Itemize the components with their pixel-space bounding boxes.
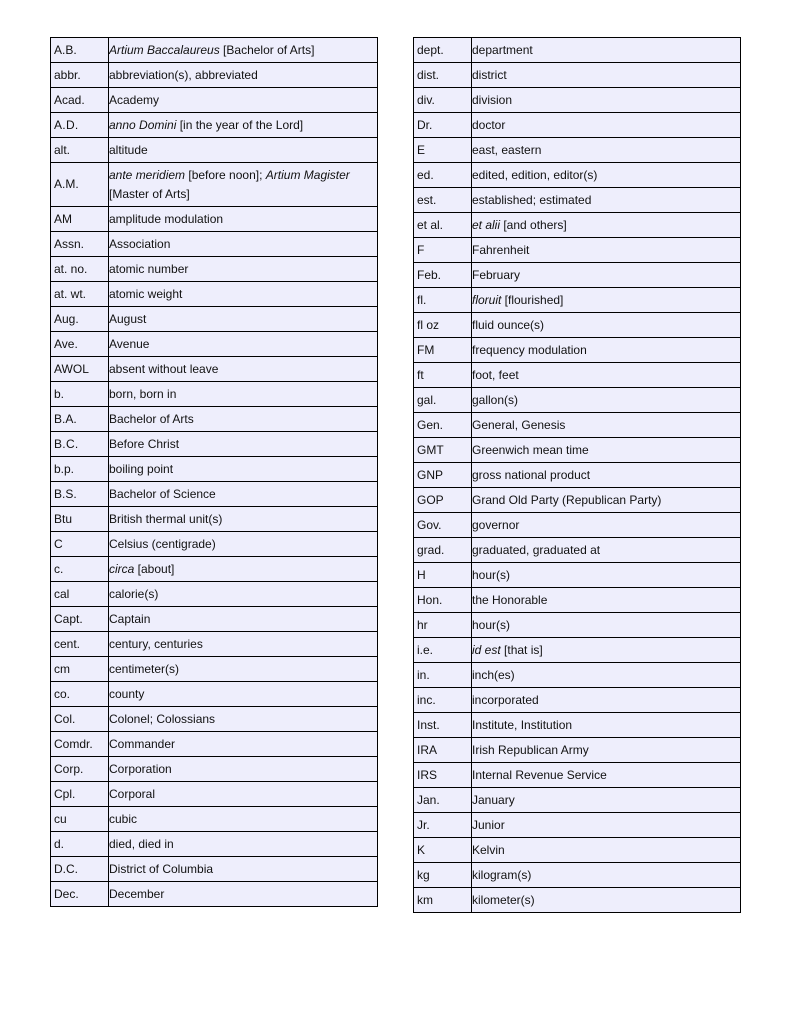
- abbreviation-cell: d.: [51, 832, 109, 857]
- definition-text: doctor: [472, 117, 506, 132]
- definition-text: incorporated: [472, 692, 539, 707]
- definition-text: Bachelor of Arts: [109, 411, 194, 426]
- table-row: [414, 63, 741, 88]
- definition-text: December: [109, 886, 165, 901]
- definition-text: January: [472, 792, 515, 807]
- definition-cell: [109, 882, 378, 907]
- definition-text: frequency modulation: [472, 342, 587, 357]
- definition-text: atomic number: [109, 261, 189, 276]
- table-row: [414, 413, 741, 438]
- definition-text: Greenwich mean time: [472, 442, 589, 457]
- definition-cell: [472, 413, 741, 438]
- abbreviation-table-left: [50, 37, 378, 907]
- definition-text: governor: [472, 517, 520, 532]
- abbreviation-cell: C: [51, 532, 109, 557]
- abbreviation-cell: cm: [51, 657, 109, 682]
- definition-cell: [472, 888, 741, 913]
- definition-text: died, died in: [109, 836, 174, 851]
- table-row: [414, 163, 741, 188]
- definition-cell: [109, 557, 378, 582]
- abbreviation-cell: F: [414, 238, 472, 263]
- table-row: [414, 288, 741, 313]
- abbreviation-cell: A.D.: [51, 113, 109, 138]
- definition-latin-text: anno Domini: [109, 117, 177, 132]
- definition-cell: [109, 507, 378, 532]
- definition-text: General, Genesis: [472, 417, 566, 432]
- abbreviation-cell: D.C.: [51, 857, 109, 882]
- definition-text: department: [472, 42, 533, 57]
- table-row: [51, 63, 378, 88]
- definition-text: [that is]: [500, 642, 543, 657]
- definition-text: the Honorable: [472, 592, 548, 607]
- definition-text: Academy: [109, 92, 160, 107]
- table-row: [414, 363, 741, 388]
- abbreviation-cell: H: [414, 563, 472, 588]
- definition-cell: [472, 238, 741, 263]
- abbreviation-cell: IRA: [414, 738, 472, 763]
- abbreviation-cell: Comdr.: [51, 732, 109, 757]
- definition-text: kilometer(s): [472, 892, 535, 907]
- table-row: [51, 163, 378, 207]
- table-row: [51, 432, 378, 457]
- table-row: [51, 282, 378, 307]
- abbreviation-cell: Dr.: [414, 113, 472, 138]
- table-row: [51, 307, 378, 332]
- definition-text: Corporal: [109, 786, 156, 801]
- definition-text: Celsius (centigrade): [109, 536, 216, 551]
- table-row: [51, 557, 378, 582]
- definition-cell: [109, 732, 378, 757]
- abbreviation-cell: inc.: [414, 688, 472, 713]
- abbreviation-cell: AM: [51, 207, 109, 232]
- definition-text: atomic weight: [109, 286, 183, 301]
- definition-cell: [472, 113, 741, 138]
- definition-text: [and others]: [500, 217, 567, 232]
- definition-text: Association: [109, 236, 171, 251]
- table-row: [414, 838, 741, 863]
- definition-cell: [472, 713, 741, 738]
- definition-text: British thermal unit(s): [109, 511, 223, 526]
- table-row: [51, 507, 378, 532]
- abbreviation-cell: Corp.: [51, 757, 109, 782]
- table-row: [51, 782, 378, 807]
- definition-text: Internal Revenue Service: [472, 767, 607, 782]
- definition-cell: [472, 513, 741, 538]
- table-row: [414, 38, 741, 63]
- definition-cell: [472, 288, 741, 313]
- abbreviation-cell: in.: [414, 663, 472, 688]
- definition-text: [Bachelor of Arts]: [219, 42, 315, 57]
- definition-cell: [109, 657, 378, 682]
- definition-text: Irish Republican Army: [472, 742, 589, 757]
- table-row: [414, 863, 741, 888]
- definition-text: Avenue: [109, 336, 150, 351]
- table-row: [414, 788, 741, 813]
- definition-text: [before noon];: [185, 167, 266, 182]
- definition-text: east, eastern: [472, 142, 542, 157]
- table-row: [51, 407, 378, 432]
- abbreviation-cell: Hon.: [414, 588, 472, 613]
- abbreviation-cell: Cpl.: [51, 782, 109, 807]
- abbreviation-cell: dept.: [414, 38, 472, 63]
- abbreviation-cell: Btu: [51, 507, 109, 532]
- definition-cell: [109, 682, 378, 707]
- abbreviation-cell: A.M.: [51, 163, 109, 207]
- definition-latin-text: id est: [472, 642, 501, 657]
- definition-text: Institute, Institution: [472, 717, 573, 732]
- table-row: [414, 763, 741, 788]
- table-row: [51, 582, 378, 607]
- definition-text: Corporation: [109, 761, 172, 776]
- definition-cell: [472, 688, 741, 713]
- definition-cell: [472, 338, 741, 363]
- table-row: [51, 707, 378, 732]
- definition-text: born, born in: [109, 386, 177, 401]
- table-row: [51, 232, 378, 257]
- abbreviation-cell: Capt.: [51, 607, 109, 632]
- definition-cell: [472, 538, 741, 563]
- table-row: [51, 532, 378, 557]
- abbreviation-cell: Inst.: [414, 713, 472, 738]
- table-row: [414, 263, 741, 288]
- abbreviation-cell: ed.: [414, 163, 472, 188]
- definition-text: Before Christ: [109, 436, 180, 451]
- definition-latin-text: Artium Baccalaureus: [109, 42, 220, 57]
- abbreviation-cell: co.: [51, 682, 109, 707]
- definition-text: Fahrenheit: [472, 242, 530, 257]
- definition-cell: [109, 782, 378, 807]
- abbreviation-cell: abbr.: [51, 63, 109, 88]
- table-row: [51, 832, 378, 857]
- table-row: [414, 313, 741, 338]
- definition-cell: [109, 257, 378, 282]
- abbreviation-cell: dist.: [414, 63, 472, 88]
- table-row: [51, 457, 378, 482]
- table-row: [414, 538, 741, 563]
- definition-cell: [472, 163, 741, 188]
- definition-text: gross national product: [472, 467, 591, 482]
- definition-cell: [109, 138, 378, 163]
- abbreviation-cell: Assn.: [51, 232, 109, 257]
- abbreviation-cell: E: [414, 138, 472, 163]
- abbreviation-cell: Gen.: [414, 413, 472, 438]
- abbreviation-cell: Jr.: [414, 813, 472, 838]
- definition-cell: [472, 638, 741, 663]
- abbreviation-cell: cu: [51, 807, 109, 832]
- table-row: [414, 513, 741, 538]
- definition-cell: [109, 382, 378, 407]
- definition-text: graduated, graduated at: [472, 542, 601, 557]
- table-row: [51, 632, 378, 657]
- definition-cell: [472, 88, 741, 113]
- definition-cell: [472, 788, 741, 813]
- definition-text: centimeter(s): [109, 661, 180, 676]
- definition-cell: [472, 613, 741, 638]
- definition-text: foot, feet: [472, 367, 519, 382]
- definition-cell: [109, 207, 378, 232]
- definition-cell: [109, 632, 378, 657]
- abbreviation-cell: km: [414, 888, 472, 913]
- abbreviation-cell: Jan.: [414, 788, 472, 813]
- definition-cell: [109, 357, 378, 382]
- definition-text: hour(s): [472, 567, 511, 582]
- table-row: [414, 188, 741, 213]
- table-row: [414, 888, 741, 913]
- abbreviation-cell: grad.: [414, 538, 472, 563]
- definition-cell: [109, 707, 378, 732]
- abbreviation-cell: at. wt.: [51, 282, 109, 307]
- definition-cell: [472, 313, 741, 338]
- definition-cell: [472, 488, 741, 513]
- abbreviation-cell: Feb.: [414, 263, 472, 288]
- definition-cell: [109, 432, 378, 457]
- definition-text: District of Columbia: [109, 861, 214, 876]
- definition-text: Junior: [472, 817, 505, 832]
- definition-cell: [472, 863, 741, 888]
- abbreviation-cell: Dec.: [51, 882, 109, 907]
- table-row: [51, 732, 378, 757]
- definition-text: edited, edition, editor(s): [472, 167, 598, 182]
- definition-latin-text: Artium Magister: [265, 167, 350, 182]
- table-row: [414, 613, 741, 638]
- definition-text: cubic: [109, 811, 138, 826]
- definition-text: abbreviation(s), abbreviated: [109, 67, 258, 82]
- abbreviation-cell: Aug.: [51, 307, 109, 332]
- table-row: [51, 257, 378, 282]
- definition-latin-text: et alii: [472, 217, 501, 232]
- definition-cell: [109, 88, 378, 113]
- table-row: [414, 688, 741, 713]
- abbreviation-cell: Acad.: [51, 88, 109, 113]
- definition-cell: [109, 332, 378, 357]
- table-row: [414, 88, 741, 113]
- table-row: [51, 113, 378, 138]
- table-row: [414, 663, 741, 688]
- definition-cell: [109, 113, 378, 138]
- table-row: [414, 813, 741, 838]
- definition-cell: [472, 763, 741, 788]
- definition-cell: [472, 213, 741, 238]
- definition-cell: [109, 307, 378, 332]
- abbreviation-cell: K: [414, 838, 472, 863]
- table-row: [51, 382, 378, 407]
- definition-cell: [109, 757, 378, 782]
- definition-cell: [472, 838, 741, 863]
- definition-text: [Master of Arts]: [109, 186, 190, 201]
- definition-latin-text: ante meridiem: [109, 167, 186, 182]
- table-row: [414, 438, 741, 463]
- definition-cell: [472, 463, 741, 488]
- abbreviation-cell: B.S.: [51, 482, 109, 507]
- abbreviation-cell: et al.: [414, 213, 472, 238]
- definition-cell: [472, 388, 741, 413]
- abbreviation-cell: cal: [51, 582, 109, 607]
- abbreviation-cell: at. no.: [51, 257, 109, 282]
- abbreviation-cell: fl.: [414, 288, 472, 313]
- table-row: [414, 738, 741, 763]
- definition-cell: [472, 738, 741, 763]
- abbreviation-cell: fl oz: [414, 313, 472, 338]
- table-row: [414, 713, 741, 738]
- table-row: [51, 607, 378, 632]
- table-row: [414, 138, 741, 163]
- definition-cell: [109, 857, 378, 882]
- definition-text: February: [472, 267, 521, 282]
- definition-text: kilogram(s): [472, 867, 532, 882]
- abbreviation-cell: b.p.: [51, 457, 109, 482]
- abbreviation-cell: AWOL: [51, 357, 109, 382]
- definition-text: boiling point: [109, 461, 174, 476]
- definition-text: [flourished]: [501, 292, 564, 307]
- abbreviation-cell: cent.: [51, 632, 109, 657]
- table-row: [414, 588, 741, 613]
- definition-text: Bachelor of Science: [109, 486, 216, 501]
- abbreviation-cell: B.A.: [51, 407, 109, 432]
- definition-text: [in the year of the Lord]: [176, 117, 304, 132]
- definition-cell: [472, 188, 741, 213]
- table-row: [414, 113, 741, 138]
- table-row: [414, 213, 741, 238]
- abbreviation-cell: Ave.: [51, 332, 109, 357]
- table-row: [51, 357, 378, 382]
- abbreviation-cell: i.e.: [414, 638, 472, 663]
- abbreviation-cell: hr: [414, 613, 472, 638]
- definition-cell: [472, 588, 741, 613]
- abbreviation-cell: A.B.: [51, 38, 109, 63]
- table-row: [51, 857, 378, 882]
- definition-cell: [109, 482, 378, 507]
- table-row: [414, 638, 741, 663]
- definition-latin-text: floruit: [472, 292, 502, 307]
- abbreviation-cell: GMT: [414, 438, 472, 463]
- definition-text: gallon(s): [472, 392, 519, 407]
- table-row: [51, 757, 378, 782]
- abbreviation-cell: ft: [414, 363, 472, 388]
- definition-cell: [109, 407, 378, 432]
- definition-cell: [109, 38, 378, 63]
- definition-text: inch(es): [472, 667, 515, 682]
- abbreviation-cell: GOP: [414, 488, 472, 513]
- definition-text: [about]: [134, 561, 175, 576]
- definition-cell: [109, 582, 378, 607]
- table-row: [51, 657, 378, 682]
- abbreviation-cell: GNP: [414, 463, 472, 488]
- abbreviation-cell: kg: [414, 863, 472, 888]
- definition-cell: [109, 457, 378, 482]
- definition-cell: [472, 263, 741, 288]
- definition-cell: [472, 38, 741, 63]
- definition-text: division: [472, 92, 513, 107]
- definition-text: Kelvin: [472, 842, 505, 857]
- definition-cell: [472, 363, 741, 388]
- table-row: [51, 138, 378, 163]
- definition-text: August: [109, 311, 147, 326]
- abbreviation-cell: Gov.: [414, 513, 472, 538]
- table-row: [51, 207, 378, 232]
- abbreviation-cell: FM: [414, 338, 472, 363]
- table-row: [51, 38, 378, 63]
- definition-cell: [472, 138, 741, 163]
- table-row: [51, 682, 378, 707]
- table-row: [414, 238, 741, 263]
- table-row: [51, 807, 378, 832]
- definition-text: Grand Old Party (Republican Party): [472, 492, 662, 507]
- abbreviation-cell: gal.: [414, 388, 472, 413]
- definition-latin-text: circa: [109, 561, 135, 576]
- abbreviation-cell: b.: [51, 382, 109, 407]
- definition-cell: [109, 232, 378, 257]
- definition-cell: [109, 532, 378, 557]
- definition-cell: [109, 832, 378, 857]
- definition-text: calorie(s): [109, 586, 159, 601]
- definition-text: established; estimated: [472, 192, 592, 207]
- definition-text: Captain: [109, 611, 151, 626]
- definition-cell: [109, 163, 378, 207]
- abbreviation-cell: div.: [414, 88, 472, 113]
- definition-cell: [109, 607, 378, 632]
- definition-text: fluid ounce(s): [472, 317, 545, 332]
- definition-cell: [472, 663, 741, 688]
- definition-text: county: [109, 686, 145, 701]
- definition-text: absent without leave: [109, 361, 219, 376]
- table-row: [51, 88, 378, 113]
- definition-text: hour(s): [472, 617, 511, 632]
- definition-text: amplitude modulation: [109, 211, 224, 226]
- definition-cell: [472, 813, 741, 838]
- definition-cell: [472, 438, 741, 463]
- definition-cell: [472, 63, 741, 88]
- definition-text: Colonel; Colossians: [109, 711, 216, 726]
- abbreviation-cell: c.: [51, 557, 109, 582]
- table-row: [414, 563, 741, 588]
- abbreviation-cell: alt.: [51, 138, 109, 163]
- table-row: [414, 488, 741, 513]
- definition-cell: [109, 282, 378, 307]
- definition-text: district: [472, 67, 507, 82]
- abbreviation-cell: Col.: [51, 707, 109, 732]
- definition-cell: [472, 563, 741, 588]
- definition-text: altitude: [109, 142, 148, 157]
- abbreviation-cell: IRS: [414, 763, 472, 788]
- definition-cell: [109, 807, 378, 832]
- abbreviation-cell: est.: [414, 188, 472, 213]
- definition-text: century, centuries: [109, 636, 203, 651]
- table-row: [414, 338, 741, 363]
- abbreviation-cell: B.C.: [51, 432, 109, 457]
- definition-cell: [109, 63, 378, 88]
- table-row: [51, 482, 378, 507]
- table-row: [51, 332, 378, 357]
- abbreviation-table-right: [413, 37, 741, 913]
- table-row: [414, 463, 741, 488]
- table-row: [414, 388, 741, 413]
- definition-text: Commander: [109, 736, 176, 751]
- table-row: [51, 882, 378, 907]
